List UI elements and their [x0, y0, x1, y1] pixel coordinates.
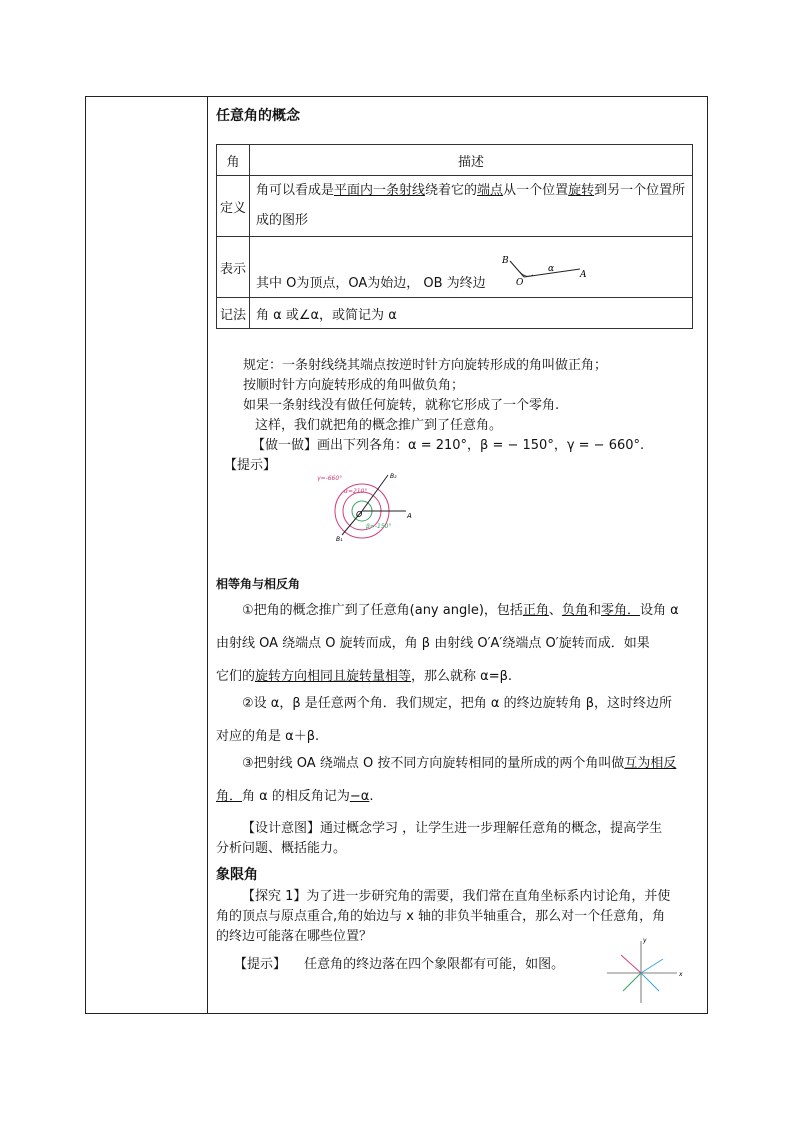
hint-label-1: 【提示】 — [224, 458, 277, 473]
section-title-quadrant-angle: 象限角 — [216, 867, 258, 883]
table-row-definition — [217, 176, 693, 237]
rule-line-1: 规定：一条射线绕其端点按逆时针方向旋转形成的角叫做正角； — [243, 358, 608, 373]
label-B2: B₂ — [390, 473, 397, 480]
angle-definition-table — [216, 144, 693, 329]
paragraph-3 — [216, 747, 702, 813]
notation-cell — [250, 237, 693, 298]
p1-text-b: 设角 α — [639, 603, 679, 618]
p1-l3-b: ，那么就称 α=β. — [411, 669, 513, 684]
explore-line-1: 【探究 1】为了进一步研究角的需要，我们常在直角坐标系内讨论角，并使 — [242, 889, 671, 904]
minus-alpha: −α — [349, 789, 370, 804]
design-line-2: 分析问题、概括能力。 — [216, 841, 347, 856]
p1-l3-a: 它们的 — [216, 669, 256, 684]
zero-angle: 零角． — [600, 603, 640, 618]
label-B: B — [502, 256, 509, 266]
rule-line-3: 如果一条射线没有做任何旋转，就称它形成了一个零角. — [243, 398, 560, 413]
label-O-center: O — [356, 510, 363, 519]
rule-line-4: 这样，我们就把角的概念推广到了任意角。 — [255, 418, 503, 433]
label-alpha-210: α=210° — [344, 488, 368, 495]
label-O: O — [516, 278, 524, 287]
p3-l2-a: 角 α 的相反角记为 — [242, 789, 350, 804]
p1-text-a: ①把角的概念推广到了任意角(any angle)，包括 — [242, 603, 523, 618]
table-header-row — [217, 145, 693, 176]
label-A-axis: A — [407, 512, 412, 520]
row-label-notation: 表示 — [217, 237, 250, 298]
def-text-3: 从一个位置 — [503, 183, 569, 198]
section-title-equal-opposite: 相等角与相反角 — [216, 577, 301, 591]
def-text-4: 到另一个位置所成的图形 — [256, 183, 686, 228]
negative-angle: 负角 — [561, 603, 588, 618]
design-line-1: 【设计意图】通过概念学习 ，让学生进一步理解任意角的概念，提高学生 — [242, 821, 663, 836]
def-text-2: 绕着它的 — [425, 183, 478, 198]
design-intent — [216, 819, 702, 859]
label-alpha: α — [548, 264, 555, 274]
try-it-line: 【做一做】画出下列各角：α = 210°，β = − 150°，γ = − 660°. — [252, 438, 645, 453]
p1-sep: 、 — [548, 603, 562, 618]
table-row-notation — [217, 237, 693, 298]
p1-line-1 — [216, 594, 702, 627]
label-A: A — [580, 270, 587, 280]
paragraph-1 — [216, 594, 702, 693]
def-text-endpoint: 端点 — [477, 183, 504, 198]
definition-text — [250, 176, 693, 237]
rotation-figure — [316, 471, 426, 543]
column-divider — [207, 97, 208, 1013]
notation-text: 其中 O为顶点，OA为始边， OB 为终边 — [256, 275, 486, 291]
quadrant-axes-figure — [601, 935, 687, 1005]
row-label-definition: 定义 — [217, 176, 250, 237]
axis-x-label: x — [679, 971, 683, 978]
p1-line-2: 由射线 OA 绕端点 O 旋转而成，角 β 由射线 O′A′绕端点 O′旋转而成．如果 — [216, 636, 650, 651]
explore-line-3: 的终边可能落在哪些位置？ — [216, 929, 373, 944]
paragraph-2 — [216, 687, 702, 753]
lesson-frame — [85, 96, 708, 1014]
positive-angle: 正角 — [522, 603, 549, 618]
hint-text-2: 任意角的终边落在四个象限都有可能，如图。 — [304, 957, 565, 972]
hint-line-2 — [234, 953, 564, 972]
p3-l2-b: . — [369, 789, 374, 804]
same-direction-amount: 旋转方向相同且旋转量相等 — [255, 669, 412, 684]
hint-label-2: 【提示】 — [234, 957, 287, 972]
label-B1: B₁ — [336, 536, 343, 543]
angle-diagram — [500, 243, 590, 287]
p3-line-1 — [216, 747, 702, 780]
def-text-1: 角可以看成是 — [256, 183, 335, 198]
def-text-plane-ray: 平面内一条射线 — [334, 183, 426, 198]
def-text-rotate: 旋转 — [568, 183, 595, 198]
opposite-angle-term-2: 角． — [216, 789, 243, 804]
section-title-arbitrary-angle: 任意角的概念 — [216, 108, 300, 124]
axis-y-label: y — [643, 937, 647, 944]
p2-line-1: ②设 α，β 是任意两个角．我们规定，把角 α 的终边旋转角 β，这时终边所 — [242, 696, 673, 711]
p3-l1-a: ③把射线 OA 绕端点 O 按不同方向旋转相同的量所成的两个角叫做 — [242, 756, 625, 771]
label-beta: β=-150° — [366, 523, 392, 530]
p1-and: 和 — [587, 603, 601, 618]
notation-style-text: 角 α 或∠α，或简记为 α — [250, 298, 693, 329]
p2-line-2: 对应的角是 α＋β. — [216, 729, 320, 744]
table-row-notation-style — [217, 298, 693, 329]
explore-line-2: 角的顶点与原点重合,角的始边与 x 轴的非负半轴重合，那么对一个任意角，角 — [216, 909, 666, 924]
label-gamma: γ=-660° — [317, 475, 343, 482]
content-column — [216, 97, 702, 1013]
opposite-angle-term-1: 互为相反 — [624, 756, 677, 771]
rule-line-2: 按顺时针方向旋转形成的角叫做负角； — [243, 378, 465, 393]
row-label-notation-style: 记法 — [217, 298, 250, 329]
table-head-description: 描述 — [250, 145, 693, 176]
table-head-angle: 角 — [217, 145, 250, 176]
p3-line-2 — [216, 780, 702, 813]
